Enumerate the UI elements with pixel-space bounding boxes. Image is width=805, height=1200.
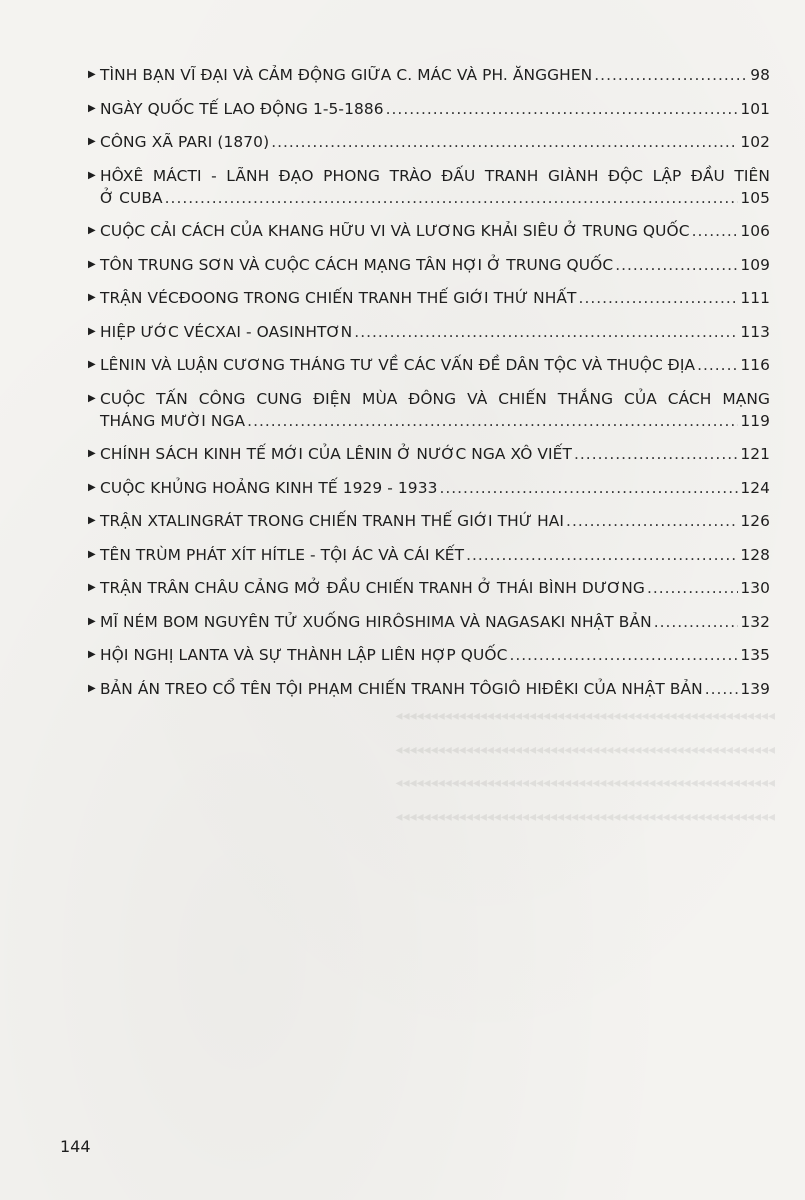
toc-entry-page: 101 — [740, 99, 770, 118]
dot-leader — [692, 220, 739, 242]
toc-entry[interactable] — [88, 220, 770, 242]
toc-entry[interactable] — [88, 510, 770, 532]
toc-entry-title: HIỆP ƯỚC VÉCXAI - OASINHTƠN — [100, 322, 353, 341]
toc-entry-title: Ở CUBA — [100, 188, 163, 207]
triangle-bullet-icon: ▶ — [88, 615, 96, 627]
triangle-bullet-icon: ▶ — [88, 481, 96, 493]
triangle-bullet-icon: ▶ — [88, 169, 96, 181]
toc-entry-title: TRẬN VÉCĐOONG TRONG CHIẾN TRANH THẾ GIỚI THỨ NHẤT — [100, 289, 577, 307]
show-through-texture: ▸▸▸▸▸▸▸▸▸▸▸▸▸▸▸▸▸▸▸▸▸▸▸▸▸▸▸▸▸▸▸▸▸▸▸▸▸▸▸▸▸▸▸▸▸▸▸▸▸▸▸▸▸▸ ▸▸▸▸▸▸▸▸▸▸▸▸▸▸▸▸▸▸▸▸▸▸▸▸▸▸▸▸▸▸▸▸▸▸▸▸▸▸▸▸▸▸▸▸▸▸▸▸▸▸▸▸▸▸ ▸▸▸▸▸▸▸▸▸▸▸▸▸▸▸▸▸▸▸▸▸▸▸▸▸▸▸▸▸▸▸▸▸▸▸▸▸▸▸▸▸▸▸▸▸▸▸▸▸▸▸▸▸▸ ▸▸▸▸▸▸▸▸▸▸▸▸▸▸▸▸▸▸▸▸▸▸▸▸▸▸▸▸▸▸▸▸▸▸▸▸▸▸▸▸▸▸▸▸▸▸▸▸▸▸▸▸▸▸ — [395, 708, 775, 825]
triangle-bullet-icon: ▶ — [88, 448, 96, 459]
dot-leader — [647, 577, 738, 599]
toc-entry-title: BẢN ÁN TREO CỔ TÊN TỘI PHẠM CHIẾN TRANH TÔGIÔ HIĐÊKI CỦA NHẬT BẢN — [100, 679, 703, 698]
toc-entry-page: 126 — [740, 512, 770, 530]
triangle-bullet-icon: ▶ — [88, 136, 96, 147]
toc-entry[interactable] — [88, 131, 770, 153]
toc-entry-title: CHÍNH SÁCH KINH TẾ MỚI CỦA LÊNIN Ở NƯỚC NGA XÔ VIẾT — [100, 445, 573, 463]
toc-entry-page: 116 — [740, 356, 770, 374]
toc-entry[interactable] — [88, 544, 770, 566]
toc-entry-page: 128 — [740, 545, 770, 564]
toc-entry-page: 132 — [740, 612, 770, 631]
triangle-bullet-icon: ▶ — [88, 515, 96, 526]
table-of-contents — [88, 64, 770, 711]
toc-entry-page: 121 — [740, 445, 770, 463]
toc-entry[interactable] — [88, 477, 770, 499]
toc-entry-page: 106 — [740, 222, 770, 240]
dot-leader — [247, 410, 738, 432]
toc-entry-title: CUỘC TẤN CÔNG CUNG ĐIỆN MÙA ĐÔNG VÀ CHIẾN THẮNG CỦA CÁCH MẠNG — [100, 389, 770, 408]
dot-leader — [654, 611, 739, 633]
triangle-bullet-icon: ▶ — [88, 292, 96, 303]
toc-entry-title: HÔXÊ MÁCTI - LÃNH ĐẠO PHONG TRÀO ĐẤU TRANH GIÀNH ĐỘC LẬP ĐẦU TIÊN — [100, 166, 770, 185]
toc-entry-title: LÊNIN VÀ LUẬN CƯƠNG THÁNG TƯ VỀ CÁC VẤN ĐỀ DÂN TỘC VÀ THUỘC ĐỊA — [100, 356, 696, 374]
toc-entry[interactable] — [88, 678, 770, 700]
toc-entry-title: CUỘC CẢI CÁCH CỦA KHANG HỮU VI VÀ LƯƠNG KHẢI SIÊU Ở TRUNG QUỐC — [100, 222, 690, 240]
toc-entry[interactable] — [88, 644, 770, 666]
toc-entry-page: 105 — [740, 188, 770, 207]
dot-leader — [566, 510, 738, 532]
toc-entry-title: TÌNH BẠN VĨ ĐẠI VÀ CẢM ĐỘNG GIỮA C. MÁC VÀ PH. ĂNGGHEN — [100, 66, 593, 84]
toc-entry-title: TRẬN XTALINGRÁT TRONG CHIẾN TRANH THẾ GIỚI THỨ HAI — [100, 512, 565, 530]
toc-entry[interactable] — [88, 388, 770, 432]
dot-leader — [705, 678, 739, 700]
toc-entry-title: NGÀY QUỐC TẾ LAO ĐỘNG 1-5-1886 — [100, 99, 384, 118]
dot-leader — [439, 477, 738, 499]
triangle-bullet-icon: ▶ — [88, 359, 96, 370]
dot-leader — [271, 131, 738, 153]
toc-entry[interactable] — [88, 354, 770, 376]
toc-entry-page: 119 — [740, 411, 770, 430]
triangle-bullet-icon: ▶ — [88, 102, 96, 114]
toc-entry-title: THÁNG MƯỜI NGA — [100, 411, 246, 430]
triangle-bullet-icon: ▶ — [88, 548, 96, 560]
triangle-bullet-icon: ▶ — [88, 682, 96, 694]
dot-leader — [574, 443, 738, 465]
toc-entry[interactable] — [88, 443, 770, 465]
triangle-bullet-icon: ▶ — [88, 649, 96, 660]
toc-entry-page: 130 — [740, 579, 770, 597]
dot-leader — [697, 354, 738, 376]
toc-entry-title: TÔN TRUNG SƠN VÀ CUỘC CÁCH MẠNG TÂN HỢI Ở TRUNG QUỐC — [100, 255, 614, 274]
dot-leader — [466, 544, 738, 566]
toc-entry-title: MĨ NÉM BOM NGUYÊN TỬ XUỐNG HIRÔSHIMA VÀ NAGASAKI NHẬT BẢN — [100, 612, 652, 631]
toc-entry-title: HỘI NGHỊ LANTA VÀ SỰ THÀNH LẬP LIÊN HỢP QUỐC — [100, 646, 508, 664]
triangle-bullet-icon: ▶ — [88, 258, 96, 270]
toc-entry[interactable] — [88, 165, 770, 209]
toc-entry[interactable] — [88, 577, 770, 599]
triangle-bullet-icon: ▶ — [88, 582, 96, 593]
toc-entry[interactable] — [88, 98, 770, 120]
toc-entry-title: CUỘC KHỦNG HOẢNG KINH TẾ 1929 - 1933 — [100, 478, 438, 497]
dot-leader — [615, 254, 738, 276]
toc-entry-page: 139 — [740, 679, 770, 698]
toc-entry-page: 109 — [740, 255, 770, 274]
dot-leader — [386, 98, 739, 120]
toc-entry-title: CÔNG XÃ PARI (1870) — [100, 133, 270, 151]
toc-entry-page: 102 — [740, 133, 770, 151]
toc-entry-title: TÊN TRÙM PHÁT XÍT HÍTLE - TỘI ÁC VÀ CÁI KẾT — [100, 545, 465, 564]
triangle-bullet-icon: ▶ — [88, 325, 96, 337]
toc-entry-page: 124 — [740, 478, 770, 497]
triangle-bullet-icon: ▶ — [88, 392, 96, 404]
dot-leader — [509, 644, 738, 666]
dot-leader — [354, 321, 738, 343]
toc-entry-page: 98 — [750, 66, 770, 84]
toc-entry-page: 111 — [740, 289, 770, 307]
toc-entry-title: TRẬN TRÂN CHÂU CẢNG MỞ ĐẦU CHIẾN TRANH Ở THÁI BÌNH DƯƠNG — [100, 579, 645, 597]
page-number: 144 — [60, 1137, 91, 1156]
triangle-bullet-icon: ▶ — [88, 225, 96, 236]
toc-entry-page: 113 — [740, 322, 770, 341]
dot-leader — [165, 187, 739, 209]
toc-entry[interactable] — [88, 64, 770, 86]
dot-leader — [579, 287, 739, 309]
toc-entry[interactable] — [88, 321, 770, 343]
dot-leader — [594, 64, 748, 86]
toc-entry[interactable] — [88, 287, 770, 309]
toc-entry[interactable] — [88, 254, 770, 276]
toc-entry-page: 135 — [740, 646, 770, 664]
triangle-bullet-icon: ▶ — [88, 69, 96, 80]
toc-entry[interactable] — [88, 611, 770, 633]
